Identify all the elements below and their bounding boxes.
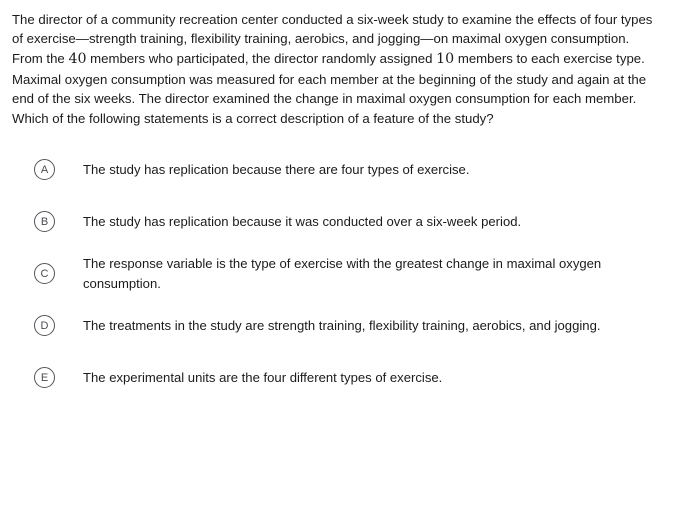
answer-choice-c[interactable] — [12, 248, 662, 300]
stem-text-part-3: members to each exercise type. Maximal oxygen consumption was measured for each member at the beginning of the study and again at the end of the six weeks. The director examined the change in maximal oxygen consumption for each member. Which of the following statements is a correct description of a feature of the study? — [12, 50, 647, 126]
answer-choices-list — [12, 144, 662, 404]
stem-number-per-type: 10 — [436, 50, 455, 67]
answer-choice-a[interactable] — [12, 144, 662, 196]
choice-bubble-d[interactable]: D — [34, 315, 55, 336]
choice-bubble-a[interactable]: A — [34, 159, 55, 180]
choice-text-e: The experimental units are the four different types of exercise. — [83, 370, 443, 386]
answer-choice-d[interactable] — [12, 300, 662, 352]
choice-bubble-b[interactable]: B — [34, 211, 55, 232]
choice-text-a: The study has replication because there are four types of exercise. — [83, 162, 470, 178]
stem-text-part-2: members who participated, the director randomly assigned — [86, 50, 437, 66]
stem-text-part-1: The director of a community recreation center conducted a six-week study to examine the effects of four types of exercise—strength training, flexibility training, aerobics, and jogging—on maximal oxygen consumption. From the — [12, 12, 653, 66]
answer-choice-b[interactable] — [12, 196, 662, 248]
answer-choice-e[interactable] — [12, 352, 662, 404]
choice-text-d: The treatments in the study are strength training, flexibility training, aerobics, and jogging. — [83, 318, 601, 334]
choice-bubble-c[interactable]: C — [34, 263, 55, 284]
choice-text-b: The study has replication because it was conducted over a six-week period. — [83, 214, 522, 230]
choice-text-c: The response variable is the type of exercise with the greatest change in maximal oxygen consumption. — [83, 256, 602, 291]
stem-number-total-members: 40 — [68, 50, 87, 67]
question-stem — [12, 10, 662, 128]
choice-bubble-e[interactable]: E — [34, 367, 55, 388]
